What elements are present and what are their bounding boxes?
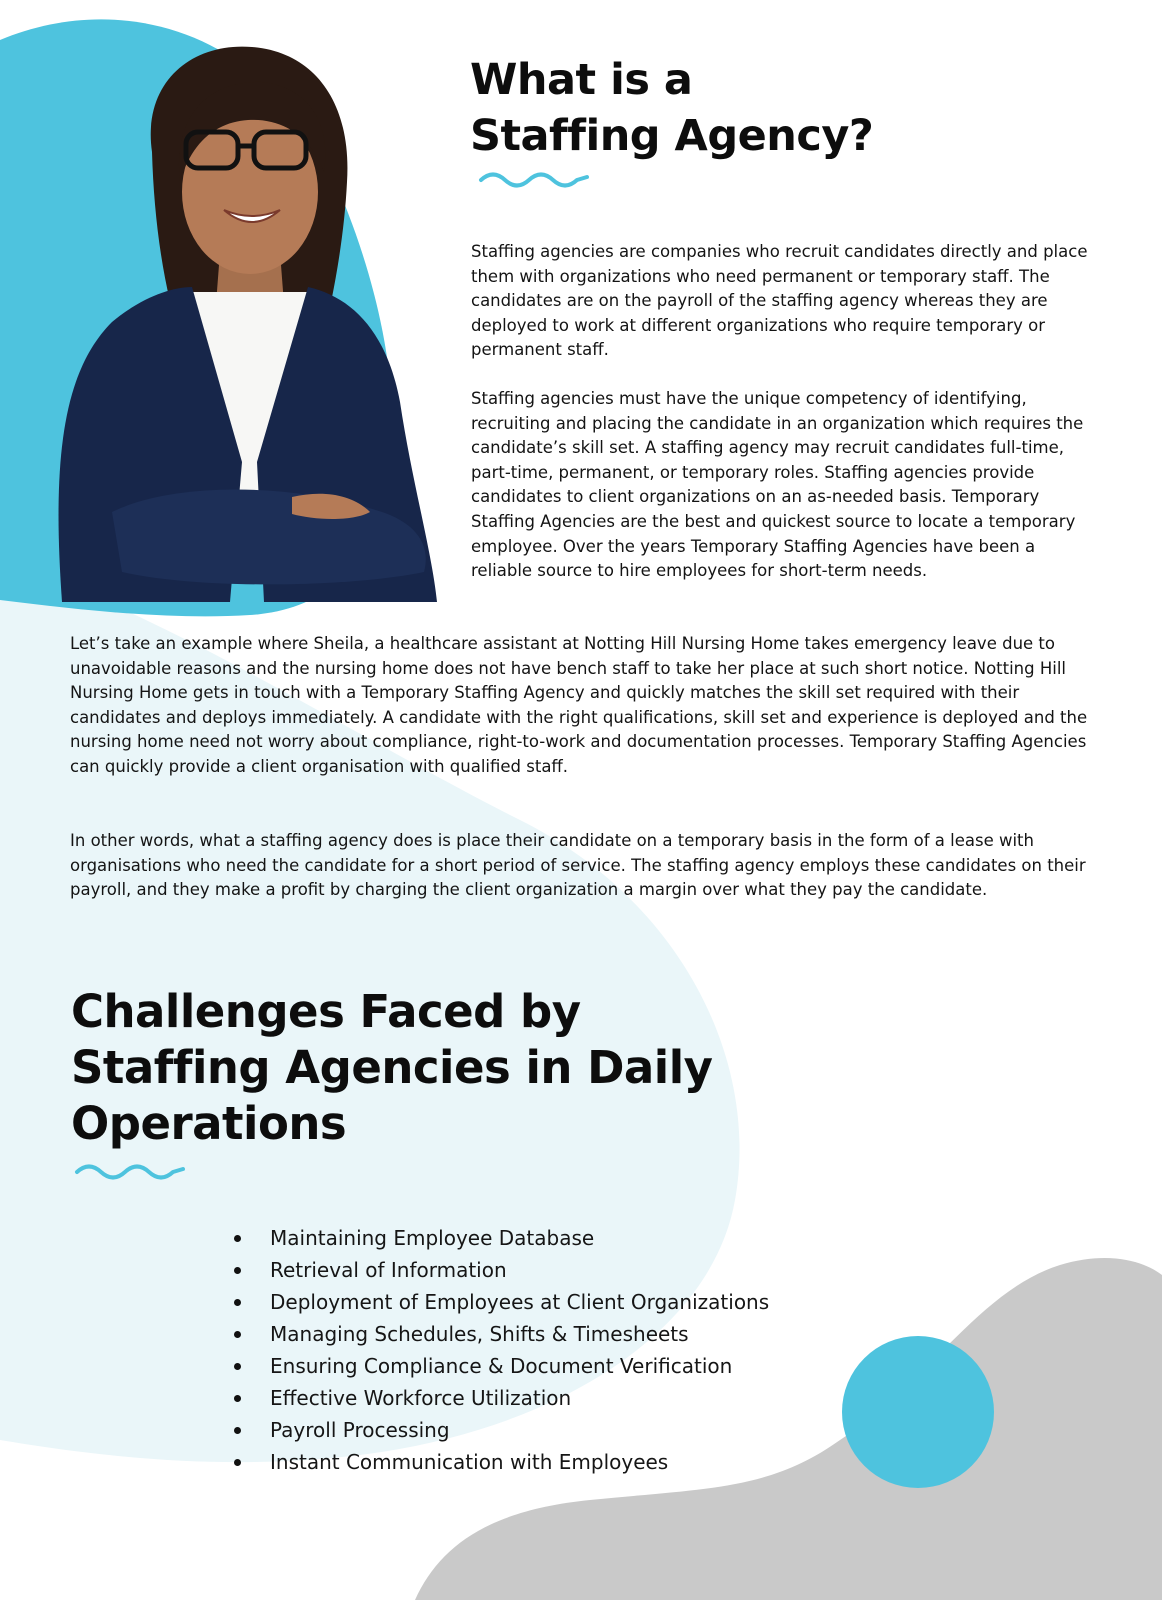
section-title-what-is-staffing-agency (470, 52, 873, 164)
list-item: Payroll Processing (234, 1414, 769, 1446)
list-item: Retrieval of Information (234, 1254, 769, 1286)
list-item: Maintaining Employee Database (234, 1222, 769, 1254)
wave-divider-icon (478, 168, 590, 190)
list-item: Managing Schedules, Shifts & Timesheets (234, 1318, 769, 1350)
title-line: Operations (71, 1097, 347, 1150)
title-line: Challenges Faced by (71, 985, 581, 1038)
section-title-challenges (71, 984, 712, 1152)
intro-paragraph: Staffing agencies are companies who recruit candidates directly and place them with organizations who need permanent or temporary staff. The candidates are on the payroll of the staffing agency whereas they are deployed to work at different organizations who require temporary or permanent staff. (471, 242, 1088, 360)
title-line: What is a (470, 55, 693, 105)
wave-divider-icon (74, 1160, 186, 1182)
example-paragraph: Let’s take an example where Sheila, a healthcare assistant at Notting Hill Nursing Home takes emergency leave due to unavoidable reasons and the nursing home does not have bench staff to take her place at such short notice. Notting Hill Nursing Home gets in touch with a Temporary Staffing Agency and quickly matches the skill set required with their candidates and deploys immediately. A candidate with the right qualifications, skill set and experience is deployed and the nursing home need not worry about compliance, right-to-work and documentation processes. Temporary Staffing Agencies can quickly provide a client organisation with qualified staff. (70, 634, 1088, 776)
woman-portrait-image (52, 42, 452, 622)
blue-circle (842, 1336, 994, 1488)
list-item: Ensuring Compliance & Document Verification (234, 1350, 769, 1382)
list-item: Instant Communication with Employees (234, 1446, 769, 1478)
list-item: Effective Workforce Utilization (234, 1382, 769, 1414)
list-item: Deployment of Employees at Client Organizations (234, 1286, 769, 1318)
summary-paragraph: In other words, what a staffing agency does is place their candidate on a temporary basis in the form of a lease with organisations who need the candidate for a short period of service. The staffing agency employs these candidates on their payroll, and they make a profit by charging the client organization a margin over what they pay the candidate. (70, 831, 1086, 900)
title-line: Staffing Agencies in Daily (71, 1041, 713, 1094)
challenges-list (234, 1222, 769, 1478)
competency-paragraph: Staffing agencies must have the unique competency of identifying, recruiting and placing the candidate in an organization which requires the candidate’s skill set. A staffing agency may recruit candidates full-time, part-time, permanent, or temporary roles. Staffing agencies provide candidates to client organizations on an as-needed basis. Temporary Staffing Agencies are the best and quickest source to locate a temporary employee. Over the years Temporary Staffing Agencies have been a reliable source to hire employees for short-term needs. (471, 389, 1084, 581)
title-line: Staffing Agency? (470, 111, 874, 161)
